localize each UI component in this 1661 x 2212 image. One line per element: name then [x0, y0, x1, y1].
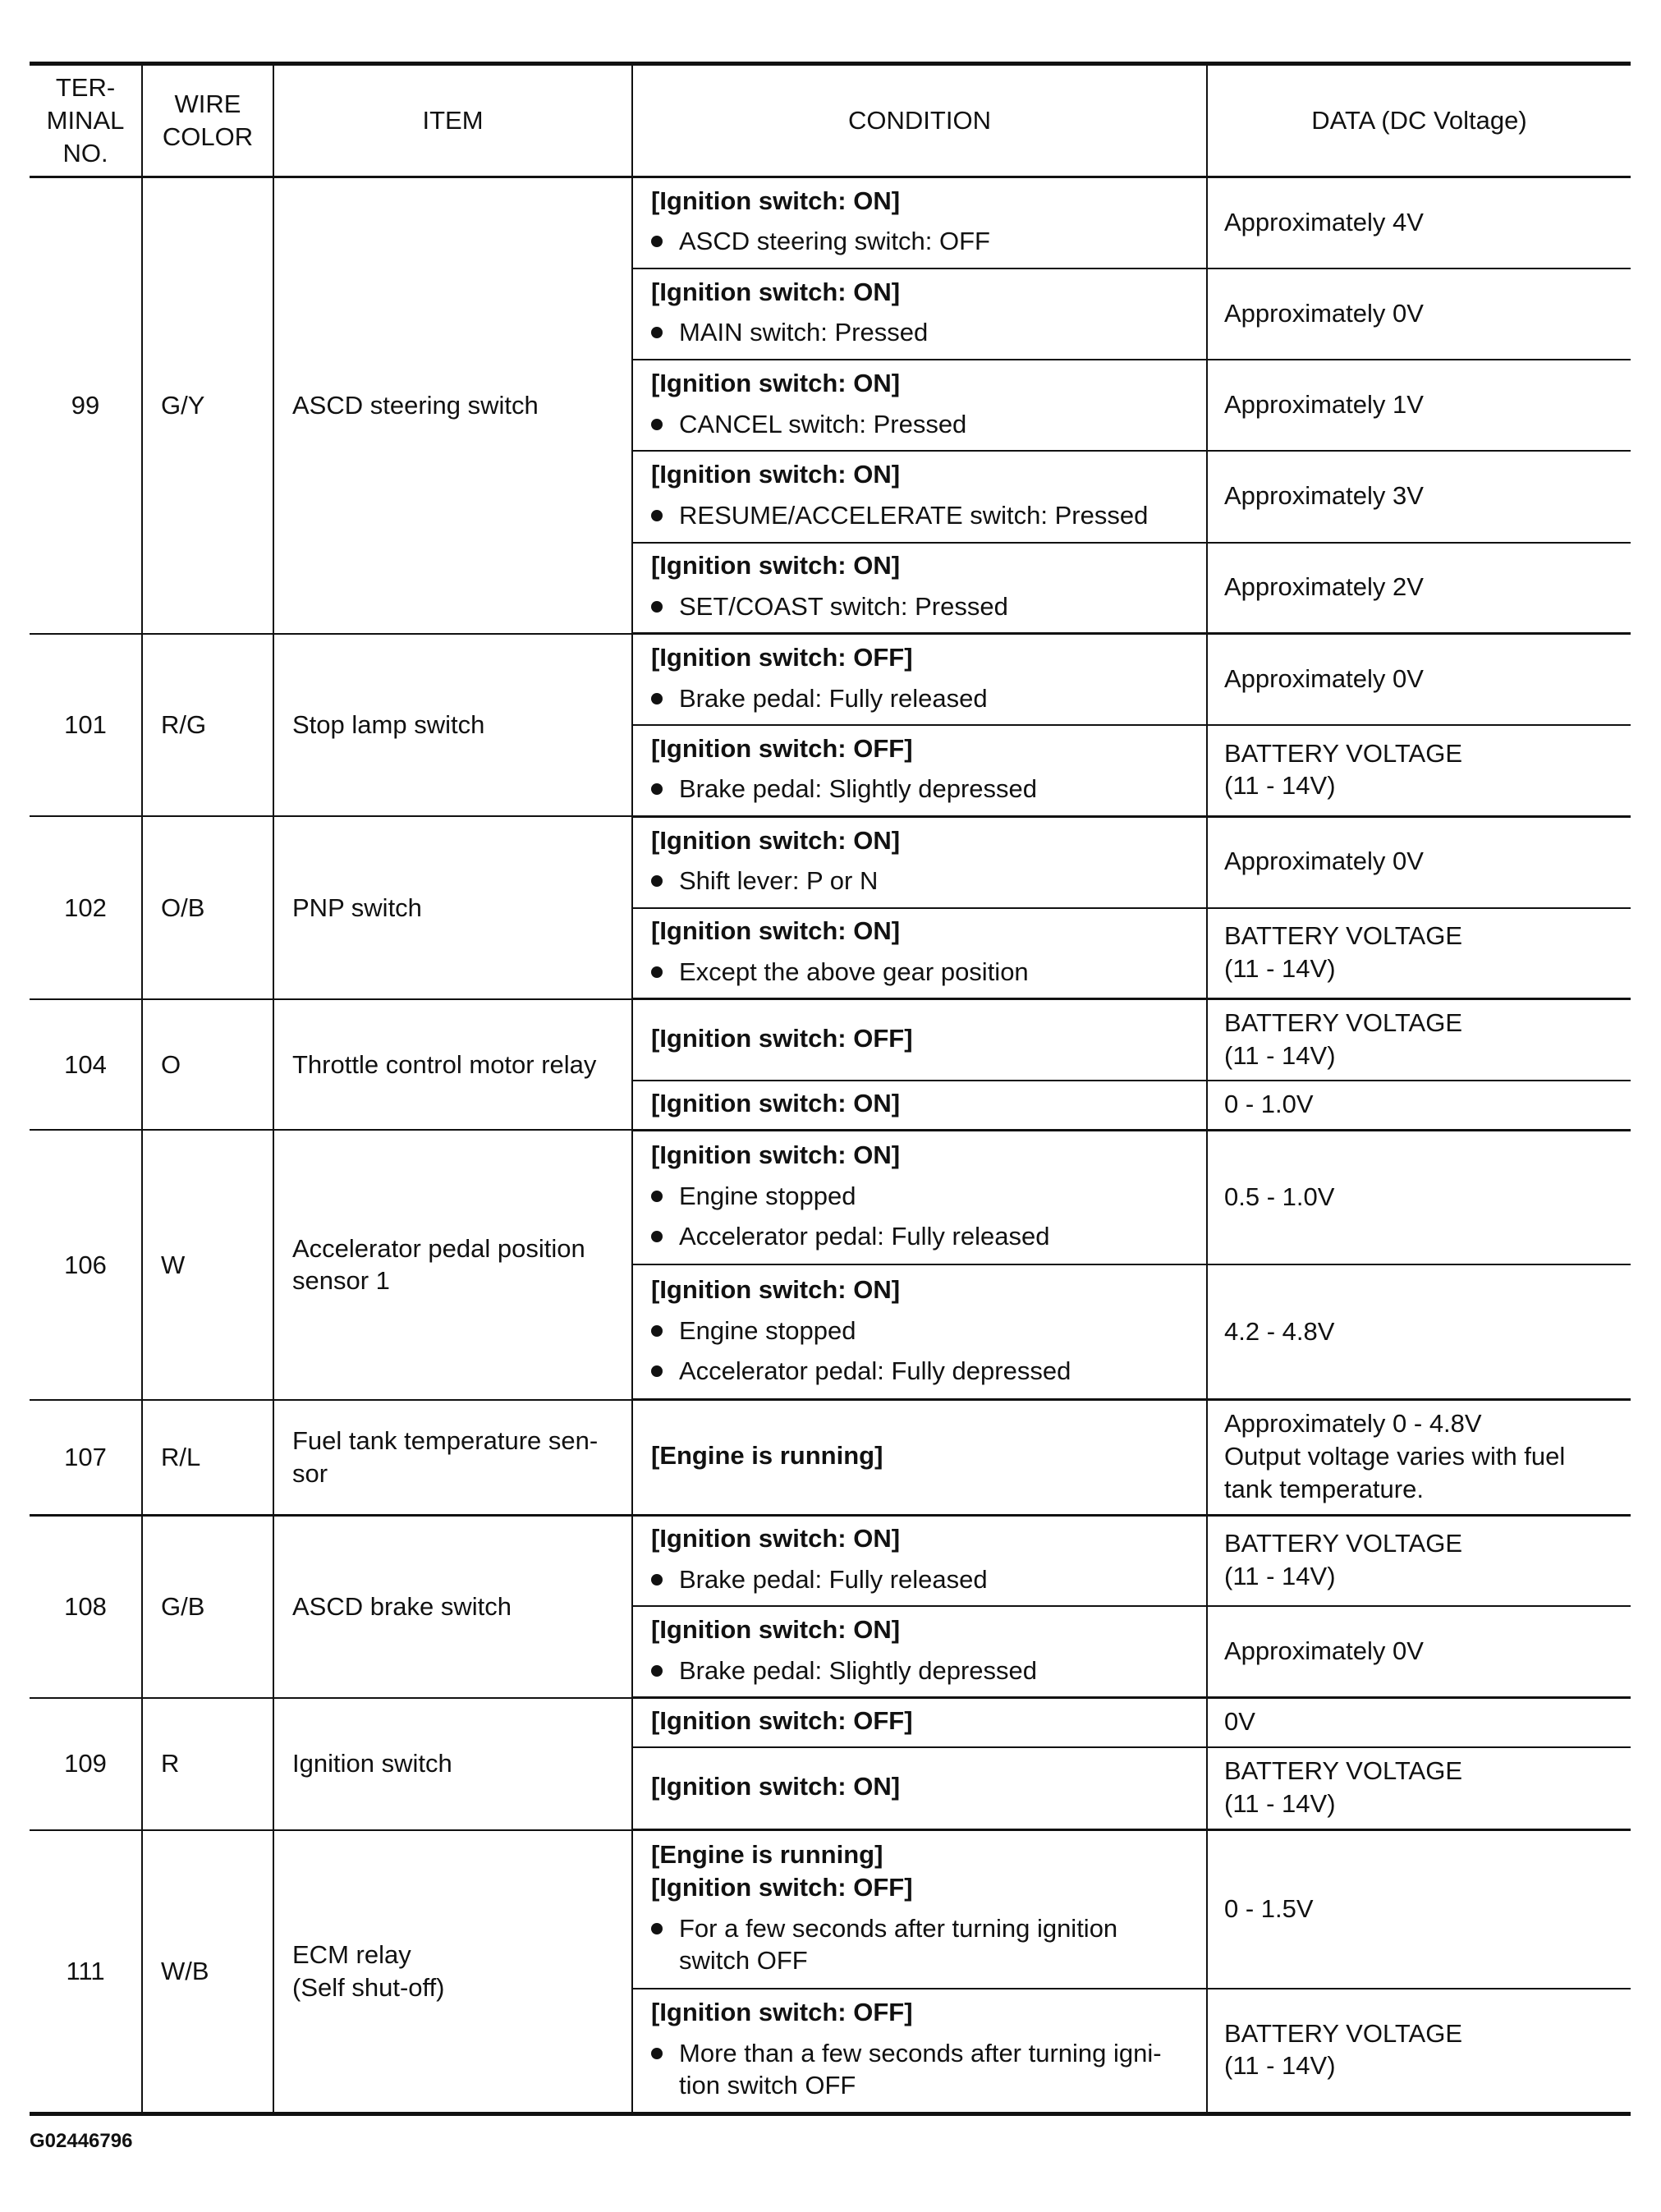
condition-heading: [Ignition switch: OFF] — [651, 1997, 913, 2026]
header-wire-color: WIRE COLOR — [142, 64, 273, 177]
condition-heading: [Ignition switch: ON] — [651, 916, 901, 946]
condition-bullet — [651, 1220, 1195, 1253]
condition-heading: [Engine is running] [Ignition switch: OFF] — [651, 1840, 913, 1902]
condition-heading: [Ignition switch: OFF] — [651, 733, 913, 763]
header-data: DATA (DC Voltage) — [1207, 64, 1631, 177]
condition-cell — [632, 1606, 1207, 1697]
condition-bullet-text: Brake pedal: Fully released — [679, 1565, 988, 1595]
item-cell: Stop lamp switch — [273, 634, 632, 817]
condition-heading: [Ignition switch: ON] — [651, 1771, 901, 1801]
wire-color-cell: W/B — [142, 1830, 273, 2114]
condition-cell — [632, 816, 1207, 907]
wire-color-cell: W — [142, 1130, 273, 1400]
condition-bullet-text: Shift lever: P or N — [679, 866, 879, 896]
terminal-no-cell: 101 — [30, 634, 142, 817]
data-voltage-cell: BATTERY VOLTAGE (11 - 14V) — [1207, 1989, 1631, 2113]
condition-heading: [Engine is running] — [651, 1441, 883, 1471]
condition-bullet-text: ASCD steering switch: OFF — [679, 227, 990, 256]
bullet-dot-icon — [651, 601, 663, 613]
data-voltage-cell: Approximately 0V — [1207, 268, 1631, 360]
condition-cell — [632, 177, 1207, 268]
data-voltage-cell: BATTERY VOLTAGE (11 - 14V) — [1207, 1747, 1631, 1830]
condition-cell — [632, 1081, 1207, 1130]
condition-heading: [Ignition switch: OFF] — [651, 1706, 913, 1736]
condition-bullet — [651, 2037, 1195, 2102]
table-row — [30, 816, 1631, 907]
condition-bullet — [651, 1180, 1195, 1213]
condition-cell — [632, 360, 1207, 451]
condition-bullet-text: Accelerator pedal: Fully released — [679, 1222, 1050, 1251]
condition-heading: [Ignition switch: OFF] — [651, 643, 913, 672]
terminal-data-document — [30, 62, 1631, 2116]
terminal-no-cell: 99 — [30, 177, 142, 634]
header-terminal-no: TER- MINAL NO. — [30, 64, 142, 177]
bullet-dot-icon — [651, 2048, 663, 2059]
condition-bullet-text: More than a few seconds after turning igni- tion switch OFF — [679, 2038, 1162, 2100]
table-row — [30, 177, 1631, 268]
condition-bullet-text: Engine stopped — [679, 1181, 856, 1210]
condition-bullet-text: Brake pedal: Slightly depressed — [679, 774, 1037, 804]
data-voltage-cell: Approximately 0V — [1207, 816, 1631, 907]
condition-cell — [632, 1747, 1207, 1830]
table-row — [30, 1698, 1631, 1747]
condition-cell — [632, 543, 1207, 634]
item-cell: ECM relay (Self shut-off) — [273, 1830, 632, 2114]
condition-bullet-text: SET/COAST switch: Pressed — [679, 591, 1008, 621]
condition-bullet — [651, 590, 1195, 623]
condition-bullet — [651, 956, 1195, 989]
data-voltage-cell: Approximately 2V — [1207, 543, 1631, 634]
bullet-dot-icon — [651, 419, 663, 430]
table-row — [30, 1830, 1631, 1989]
wire-color-cell: O — [142, 999, 273, 1130]
condition-bullet-text: CANCEL switch: Pressed — [679, 409, 967, 438]
condition-bullet-text: Brake pedal: Slightly depressed — [679, 1655, 1037, 1685]
data-voltage-cell: BATTERY VOLTAGE (11 - 14V) — [1207, 725, 1631, 816]
terminal-no-cell: 107 — [30, 1400, 142, 1515]
condition-bullet-text: Engine stopped — [679, 1315, 856, 1345]
condition-bullet — [651, 865, 1195, 897]
condition-heading: [Ignition switch: ON] — [651, 1615, 901, 1645]
wire-color-cell: R/L — [142, 1400, 273, 1515]
bullet-dot-icon — [651, 875, 663, 887]
condition-heading: [Ignition switch: ON] — [651, 277, 901, 306]
condition-heading: [Ignition switch: ON] — [651, 1524, 901, 1553]
table-row — [30, 1515, 1631, 1606]
condition-heading: [Ignition switch: ON] — [651, 551, 901, 581]
item-cell: ASCD steering switch — [273, 177, 632, 634]
data-voltage-cell: Approximately 0V — [1207, 634, 1631, 725]
bullet-dot-icon — [651, 783, 663, 795]
item-cell: Throttle control motor relay — [273, 999, 632, 1130]
condition-cell — [632, 268, 1207, 360]
condition-cell — [632, 634, 1207, 725]
table-row — [30, 999, 1631, 1081]
condition-cell — [632, 1515, 1207, 1606]
data-voltage-cell: Approximately 0 - 4.8V Output voltage varies with fuel tank temperature. — [1207, 1400, 1631, 1515]
condition-heading: [Ignition switch: ON] — [651, 460, 901, 489]
bullet-dot-icon — [651, 1574, 663, 1586]
condition-bullet — [651, 225, 1195, 258]
data-voltage-cell: BATTERY VOLTAGE (11 - 14V) — [1207, 1515, 1631, 1606]
condition-bullet-text: Brake pedal: Fully released — [679, 683, 988, 713]
condition-cell — [632, 451, 1207, 542]
condition-heading: [Ignition switch: ON] — [651, 1089, 901, 1118]
bullet-dot-icon — [651, 1231, 663, 1242]
bullet-dot-icon — [651, 1665, 663, 1677]
data-voltage-cell: 0 - 1.0V — [1207, 1081, 1631, 1130]
table-row — [30, 1130, 1631, 1264]
data-voltage-cell: Approximately 4V — [1207, 177, 1631, 268]
header-row — [30, 64, 1631, 177]
condition-cell — [632, 1264, 1207, 1399]
condition-heading: [Ignition switch: ON] — [651, 186, 901, 215]
condition-bullet — [651, 1912, 1195, 1977]
condition-bullet — [651, 773, 1195, 805]
condition-bullet-text: Except the above gear position — [679, 957, 1029, 986]
data-voltage-cell: BATTERY VOLTAGE (11 - 14V) — [1207, 999, 1631, 1081]
condition-bullet — [651, 1563, 1195, 1596]
condition-bullet — [651, 316, 1195, 349]
condition-cell — [632, 1400, 1207, 1515]
data-voltage-cell: BATTERY VOLTAGE (11 - 14V) — [1207, 908, 1631, 999]
terminal-data-table — [30, 62, 1631, 2116]
condition-heading: [Ignition switch: ON] — [651, 1274, 901, 1304]
condition-bullet — [651, 1654, 1195, 1687]
terminal-no-cell: 109 — [30, 1698, 142, 1830]
condition-heading: [Ignition switch: ON] — [651, 368, 901, 397]
condition-bullet-text: MAIN switch: Pressed — [679, 318, 929, 347]
header-condition: CONDITION — [632, 64, 1207, 177]
terminal-no-cell: 102 — [30, 816, 142, 999]
wire-color-cell: R — [142, 1698, 273, 1830]
data-voltage-cell: 0.5 - 1.0V — [1207, 1130, 1631, 1264]
table-row — [30, 634, 1631, 725]
data-voltage-cell: Approximately 3V — [1207, 451, 1631, 542]
header-item: ITEM — [273, 64, 632, 177]
bullet-dot-icon — [651, 236, 663, 247]
bullet-dot-icon — [651, 966, 663, 978]
condition-cell — [632, 1130, 1207, 1264]
terminal-no-cell: 106 — [30, 1130, 142, 1400]
data-voltage-cell: 0V — [1207, 1698, 1631, 1747]
terminal-no-cell: 104 — [30, 999, 142, 1130]
condition-bullet — [651, 408, 1195, 441]
condition-bullet — [651, 1315, 1195, 1347]
item-cell: Accelerator pedal position sensor 1 — [273, 1130, 632, 1400]
condition-heading: [Ignition switch: OFF] — [651, 1023, 913, 1053]
data-voltage-cell: 0 - 1.5V — [1207, 1830, 1631, 1989]
wire-color-cell: G/Y — [142, 177, 273, 634]
condition-bullet-text: Accelerator pedal: Fully depressed — [679, 1356, 1071, 1386]
terminal-no-cell: 111 — [30, 1830, 142, 2114]
wire-color-cell: R/G — [142, 634, 273, 817]
bullet-dot-icon — [651, 1923, 663, 1934]
condition-heading: [Ignition switch: ON] — [651, 825, 901, 855]
condition-cell — [632, 1989, 1207, 2113]
condition-heading: [Ignition switch: ON] — [651, 1140, 901, 1169]
table-body — [30, 177, 1631, 2114]
wire-color-cell: O/B — [142, 816, 273, 999]
figure-code: G02446796 — [30, 2130, 133, 2152]
wire-color-cell: G/B — [142, 1515, 273, 1698]
condition-cell — [632, 999, 1207, 1081]
bullet-dot-icon — [651, 693, 663, 704]
data-voltage-cell: Approximately 0V — [1207, 1606, 1631, 1697]
condition-bullet — [651, 1355, 1195, 1388]
table-row — [30, 1400, 1631, 1515]
item-cell: PNP switch — [273, 816, 632, 999]
condition-bullet-text: For a few seconds after turning ignition switch OFF — [679, 1913, 1118, 1976]
condition-cell — [632, 1830, 1207, 1989]
terminal-no-cell: 108 — [30, 1515, 142, 1698]
bullet-dot-icon — [651, 1191, 663, 1202]
condition-cell — [632, 908, 1207, 999]
item-cell: Ignition switch — [273, 1698, 632, 1830]
condition-bullet — [651, 682, 1195, 715]
bullet-dot-icon — [651, 1325, 663, 1337]
condition-bullet-text: RESUME/ACCELERATE switch: Pressed — [679, 500, 1149, 530]
condition-cell — [632, 1698, 1207, 1747]
bullet-dot-icon — [651, 510, 663, 521]
data-voltage-cell: Approximately 1V — [1207, 360, 1631, 451]
bullet-dot-icon — [651, 1365, 663, 1377]
condition-cell — [632, 725, 1207, 816]
condition-bullet — [651, 499, 1195, 532]
item-cell: Fuel tank temperature sen- sor — [273, 1400, 632, 1515]
item-cell: ASCD brake switch — [273, 1515, 632, 1698]
data-voltage-cell: 4.2 - 4.8V — [1207, 1264, 1631, 1399]
bullet-dot-icon — [651, 327, 663, 338]
